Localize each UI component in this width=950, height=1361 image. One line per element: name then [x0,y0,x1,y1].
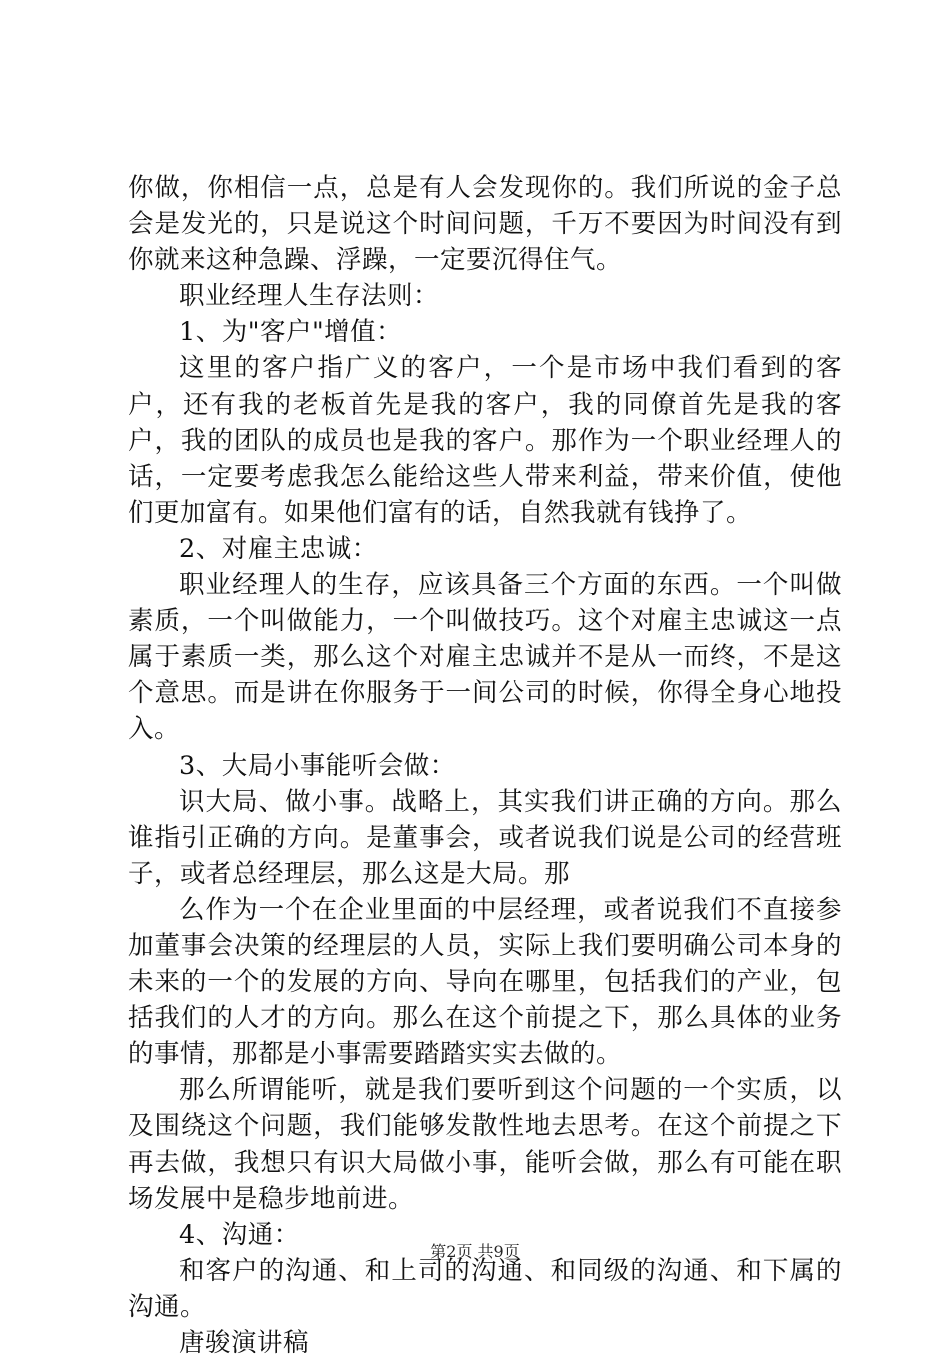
paragraph: 职业经理人的生存，应该具备三个方面的东西。一个叫做素质，一个叫做能力，一个叫做技巧。这个对雇主忠诚这一点属于素质一类，那么这个对雇主忠诚并不是从一而终，不是这个意思。而是讲在你服务于一间公司的时候，你得全身心地投入。 [128,570,842,745]
paragraph: 那么所谓能听，就是我们要听到这个问题的一个实质，以及围绕这个问题，我们能够发散性地去思考。在这个前提之下再去做，我想只有识大局做小事，能听会做，那么有可能在职场发展中是稳步地前进。 [128,1075,842,1214]
section-heading-4: 4、沟通： [179,1219,300,1250]
section-heading-2: 2、对雇主忠诚： [179,533,378,564]
paragraph: 识大局、做小事。战略上，其实我们讲正确的方向。那么谁指引正确的方向。是董事会，或者说我们说是公司的经营班子，或者总经理层，那么这是大局。那 [128,786,842,889]
document-title-line: 唐骏演讲稿 [179,1328,310,1358]
paragraph: 么作为一个在企业里面的中层经理，或者说我们不直接参加董事会决策的经理层的人员，实际上我们要明确公司本身的未来的一个的发展的方向、导向在哪里，包括我们的产业，包括我们的人才的方向。那么在这个前提之下，那么具体的业务的事情，那都是小事需要踏踏实实去做的。 [128,894,842,1070]
paragraph: 和客户的沟通、和上司的沟通、和同级的沟通、和下属的沟通。 [128,1255,842,1322]
section-heading-3: 3、大局小事能听会做： [179,750,456,781]
page-number-footer: 第2页 共9页 [430,1242,520,1261]
section-title: 职业经理人生存法则： [179,281,440,312]
document-body [128,170,842,1361]
section-heading-1: 1、为"客户"增值： [179,317,403,348]
paragraph-continuation: 你做，你相信一点，总是有人会发现你的。我们所说的金子总会是发光的，只是说这个时间问题，千万不要因为时间没有到你就来这种急躁、浮躁，一定要沉得住气。 [128,173,842,276]
paragraph: 这里的客户指广义的客户，一个是市场中我们看到的客户，还有我的老板首先是我的客户，我的同僚首先是我的客户，我的团队的成员也是我的客户。那作为一个职业经理人的话，一定要考虑我怎么能给这些人带来利益，带来价值，使他们更加富有。如果他们富有的话，自然我就有钱挣了。 [128,353,842,528]
